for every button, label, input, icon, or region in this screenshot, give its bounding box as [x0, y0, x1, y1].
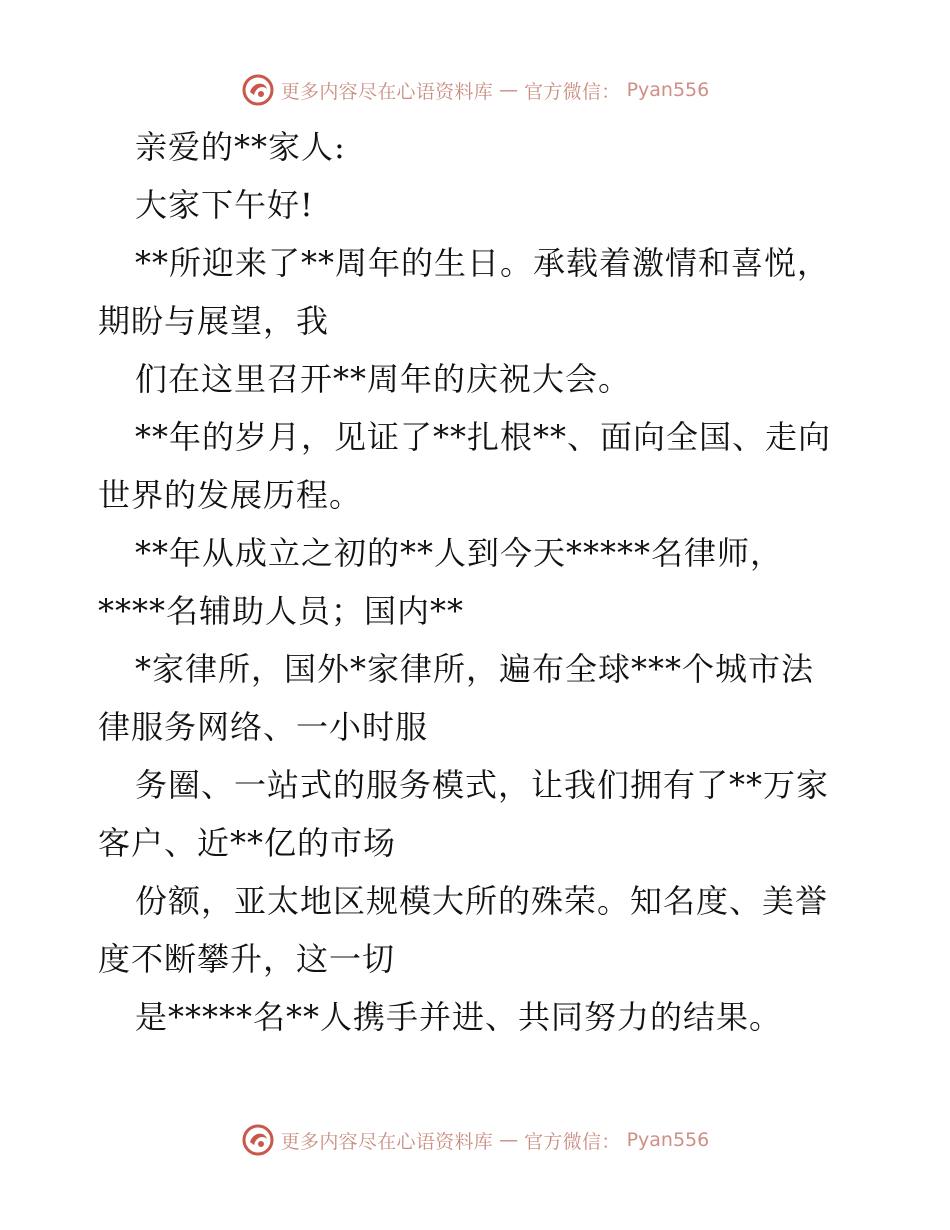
watermark-contact-label: 官方微信：: [524, 1130, 621, 1153]
text-line: 度不断攀升，这一切: [98, 940, 396, 978]
text-line: 份额，亚太地区规模大所的殊荣。知名度、美誉: [135, 882, 829, 920]
text-line: *家律所，国外*家律所，遍布全球***个城市法: [135, 650, 815, 688]
watermark-contact-label: 官方微信：: [524, 80, 621, 103]
text-line: 大家下午好!: [135, 186, 314, 224]
header-watermark: [0, 70, 950, 110]
text-line: **年从成立之初的**人到今天*****名律师，: [135, 534, 784, 572]
brand-logo-icon: [241, 73, 275, 107]
text-line: 客户、近**亿的市场: [98, 824, 397, 862]
text-line: 亲爱的**家人:: [135, 128, 346, 166]
text-line: 们在这里召开**周年的庆祝大会。: [135, 360, 632, 398]
text-line: **所迎来了**周年的生日。承载着激情和喜悦，: [135, 244, 831, 282]
brand-logo-icon: [241, 1123, 275, 1157]
watermark-handle: Pyan556: [626, 79, 710, 101]
text-line: 务圈、一站式的服务模式，让我们拥有了**万家: [135, 766, 830, 804]
watermark-text: 更多内容尽在心语资料库: [280, 80, 494, 103]
text-line: 是*****名**人携手并进、共同努力的结果。: [135, 998, 783, 1036]
document-body: [98, 118, 858, 1046]
watermark-separator: —: [499, 79, 519, 101]
text-line: **年的岁月，见证了**扎根**、面向全国、走向: [135, 418, 832, 456]
watermark-handle: Pyan556: [626, 1129, 710, 1151]
text-line: 世界的发展历程。: [98, 476, 363, 514]
text-line: 律服务网络、一小时服: [98, 708, 429, 746]
watermark-separator: —: [499, 1129, 519, 1151]
text-line: ****名辅助人员；国内**: [98, 592, 465, 630]
footer-watermark: [0, 1120, 950, 1160]
watermark-text: 更多内容尽在心语资料库: [280, 1130, 494, 1153]
text-line: 期盼与展望，我: [98, 302, 330, 340]
